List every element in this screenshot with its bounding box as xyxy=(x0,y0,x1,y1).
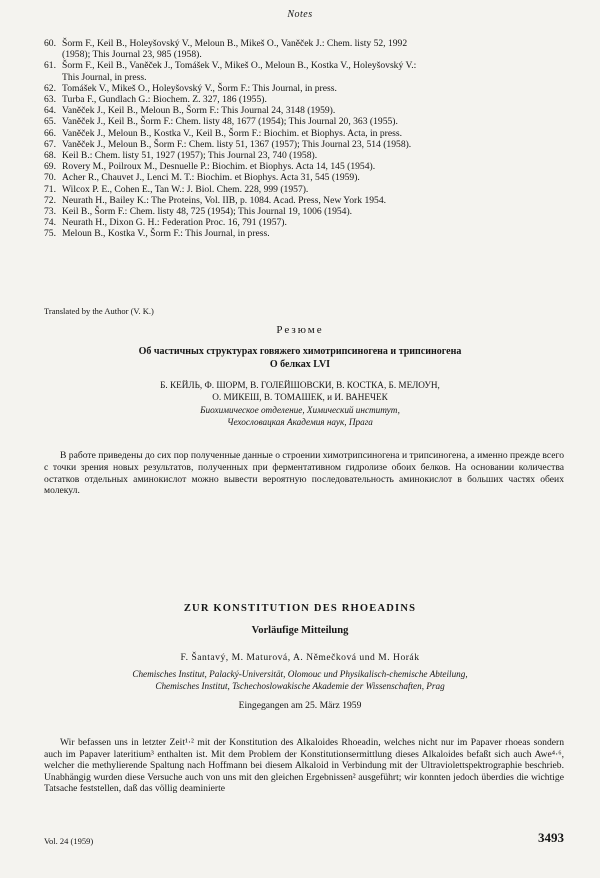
russian-title-line: Об частичных структурах говяжего химотрипсиногена и трипсиногена xyxy=(138,346,462,357)
russian-institute-line: Биохимическое отделение, Химический институт, xyxy=(200,405,400,415)
translator-note: Translated by the Author (V. K.) xyxy=(44,306,154,316)
russian-authors-line: Б. КЕЙЛЬ, Ф. ШОРМ, В. ГОЛЕЙШОВСКИ, В. КОСТКА, Б. МЕЛОУН, xyxy=(160,380,440,390)
received-date: Eingegangen am 25. März 1959 xyxy=(238,700,362,711)
reference-item xyxy=(44,228,564,239)
reference-number: 61. xyxy=(44,60,56,72)
reference-number: 62. xyxy=(44,82,56,94)
reference-item xyxy=(44,105,564,116)
reference-text: Turba F., Gundlach G.: Biochem. Z. 327, 186 (1955). xyxy=(62,94,267,106)
reference-text: Neurath H., Bailey K.: The Proteins, Vol. IIB, p. 1084. Acad. Press, New York 1954. xyxy=(62,194,387,206)
reference-text: Meloun B., Kostka V., Šorm F.: This Journal, in press. xyxy=(62,228,270,240)
reference-text: Tomášek V., Mikeš O., Holeyšovský V., Šorm F.: This Journal, in press. xyxy=(62,82,337,94)
reference-item xyxy=(44,128,564,139)
reference-item xyxy=(44,150,564,161)
reference-item xyxy=(44,116,564,127)
russian-title xyxy=(0,345,600,371)
reference-item xyxy=(44,172,564,183)
reference-number: 67. xyxy=(44,138,56,150)
reference-text: Šorm F., Keil B., Vaněček J., Tomášek V., Mikeš O., Meloun B., Kostka V., Holeyšovský V.: This Journal, in press. xyxy=(62,60,417,83)
reference-number: 65. xyxy=(44,116,56,128)
reference-number: 63. xyxy=(44,94,56,106)
reference-number: 68. xyxy=(44,150,56,162)
reference-text: Wilcox P. E., Cohen E., Tan W.: J. Biol. Chem. 228, 999 (1957). xyxy=(62,183,309,195)
reference-item xyxy=(44,161,564,172)
reference-item xyxy=(44,94,564,105)
reference-text: Šorm F., Keil B., Holeyšovský V., Meloun B., Mikeš O., Vaněček J.: Chem. listy 52, 1992 (1958); This Journal 23, 985 (1958). xyxy=(62,38,408,61)
reference-item xyxy=(44,60,564,82)
russian-series-line: О белках LVI xyxy=(269,359,331,370)
article-subtitle: Vorläufige Mitteilung xyxy=(251,625,349,636)
reference-item xyxy=(44,195,564,206)
reference-number: 60. xyxy=(44,38,56,49)
article-title: ZUR KONSTITUTION DES RHOEADINS xyxy=(183,603,417,614)
article-institute-line: Chemisches Institut, Tschechoslowakische Akademie der Wissenschaften, Prag xyxy=(155,681,445,691)
russian-authors-line: О. МИКЕШ, В. ТОМАШЕК, и И. ВАНЕЧЕК xyxy=(212,392,388,402)
article-institute xyxy=(0,668,600,692)
reference-number: 75. xyxy=(44,228,56,240)
reference-text: Rovery M., Poilroux M., Desnuelle P.: Biochim. et Biophys. Acta 14, 145 (1954). xyxy=(62,161,376,173)
article-institute-line: Chemisches Institut, Palacký-Universität, Olomouc und Physikalisch-chemische Abteilung, xyxy=(132,669,468,679)
reference-text: Vaněček J., Keil B., Šorm F.: Chem. listy 48, 1677 (1954); This Journal 20, 363 (1955). xyxy=(62,116,398,128)
volume-footer: Vol. 24 (1959) xyxy=(44,836,94,846)
reference-number: 72. xyxy=(44,194,56,206)
reference-item xyxy=(44,206,564,217)
reference-text: Vaněček J., Keil B., Meloun B., Šorm F.: This Journal 24, 3148 (1959). xyxy=(62,105,336,117)
reference-text: Neurath H., Dixon G. H.: Federation Proc. 16, 791 (1957). xyxy=(62,217,287,229)
reference-text: Keil B.: Chem. listy 51, 1927 (1957); This Journal 23, 740 (1958). xyxy=(62,150,318,162)
reference-number: 74. xyxy=(44,217,56,229)
page-number: 3493 xyxy=(538,830,564,845)
running-head: Notes xyxy=(287,9,313,20)
article-authors: F. Šantavý, M. Maturová, A. Němečková und M. Horák xyxy=(180,652,420,663)
reference-text: Vaněček J., Meloun B., Kostka V., Keil B., Šorm F.: Biochim. et Biophys. Acta, in press. xyxy=(62,127,402,139)
russian-authors xyxy=(0,379,600,403)
russian-institute xyxy=(0,404,600,428)
reference-item xyxy=(44,83,564,94)
reference-number: 71. xyxy=(44,183,56,195)
reference-number: 70. xyxy=(44,172,56,184)
reference-item xyxy=(44,184,564,195)
article-body: Wir befassen uns in letzter Zeit¹·² mit der Konstitution des Alkaloides Rhoeadin, welches nicht nur im Papaver rhoeas sondern auch im Papaver lateritium³ enthalten ist. Mit dem Problem der Konstitutionsermittlung dieses Alkaloides befaßt sich auch Awe⁴·⁶, welcher die methylierende Spaltung nach Hoffmann bei diesem Alkaloid in Verbindung mit der Ultraviolettspektrographie beschrieb. Unabhängig wurden diese Versuche auch von uns mit den gleichen Ergebnissen² ausgeführt; wir konnten jedoch überdies die wichtige Tatsache feststellen, daß das völlig deaminierte xyxy=(44,737,564,794)
russian-abstract: В работе приведены до сих пор полученные данные о строении химотрипсиногена и трипсиногена, а именно прежде всего с точки зрения новых результатов, полученных при ферментативном гидролизе обоих белков. На основании количества остатков отдельных аминокислот можно вывести вероятную последовательность аминокислот в больших частях обеих молекул. xyxy=(44,450,564,497)
reference-text: Vaněček J., Meloun B., Šorm F.: Chem. listy 51, 1367 (1957); This Journal 23, 514 (1958). xyxy=(62,138,412,150)
reference-text: Keil B., Šorm F.: Chem. listy 48, 725 (1954); This Journal 19, 1006 (1954). xyxy=(62,206,353,218)
reference-number: 73. xyxy=(44,206,56,218)
reference-number: 64. xyxy=(44,105,56,117)
reference-text: Acher R., Chauvet J., Lenci M. T.: Biochim. et Biophys. Acta 31, 545 (1959). xyxy=(62,172,360,184)
reference-item xyxy=(44,139,564,150)
summary-heading: Резюме xyxy=(276,324,324,336)
reference-list xyxy=(44,38,564,240)
reference-number: 69. xyxy=(44,161,56,173)
reference-item xyxy=(44,38,564,60)
russian-institute-line: Чехословацкая Академия наук, Прага xyxy=(227,417,373,427)
reference-number: 66. xyxy=(44,127,56,139)
reference-item xyxy=(44,217,564,228)
